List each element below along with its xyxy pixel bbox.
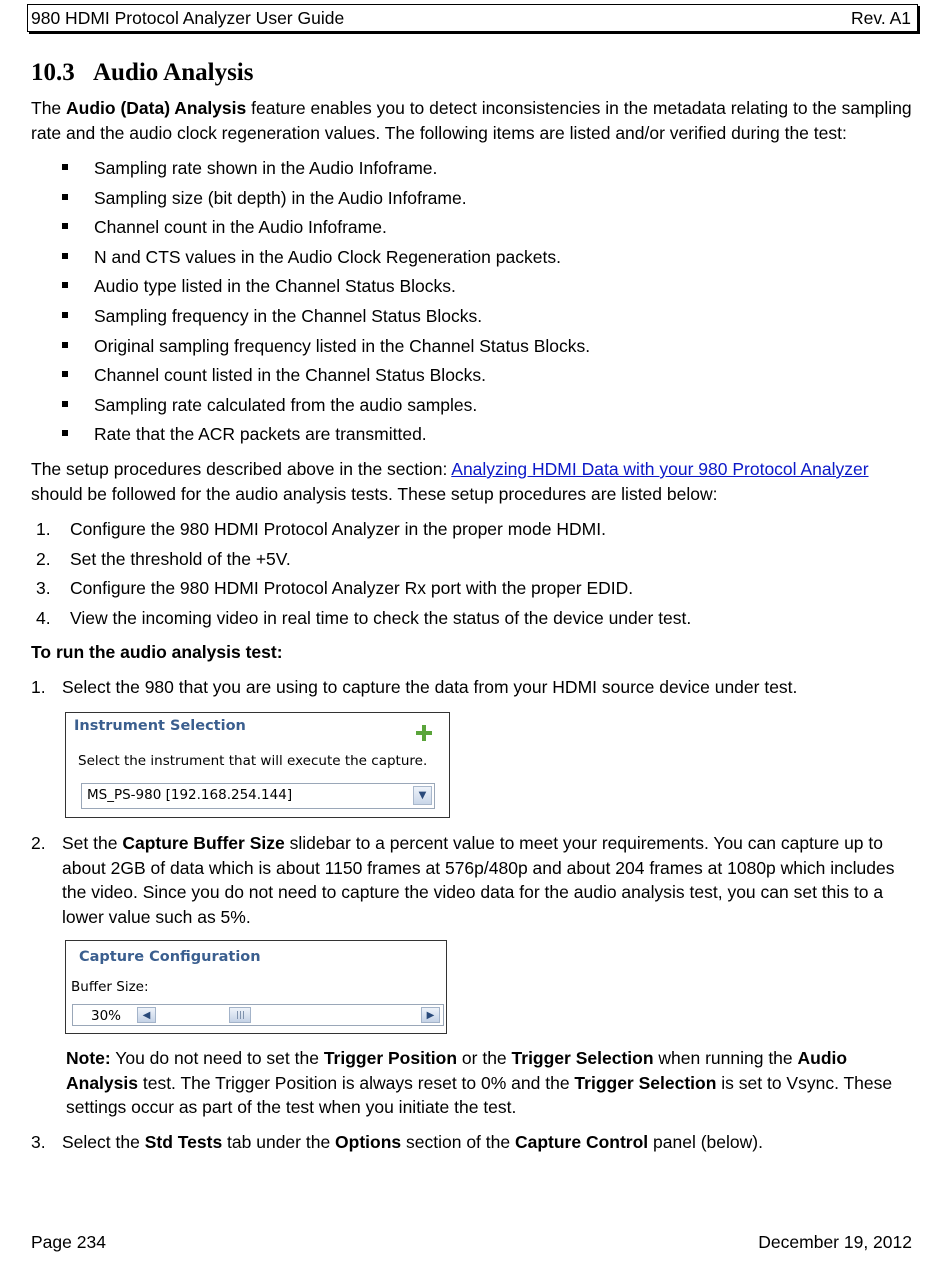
panel-title: Capture Configuration	[79, 949, 261, 965]
bullet-icon	[62, 401, 68, 407]
footer-date: December 19, 2012	[758, 1232, 912, 1252]
list-item: Sampling size (bit depth) in the Audio Infoframe.	[62, 188, 590, 218]
verified-items-list	[62, 158, 590, 454]
arrow-right-icon[interactable]: ▶	[421, 1007, 440, 1023]
setup-paragraph: The setup procedures described above in the section: Analyzing HDMI Data with your 980 Protocol Analyzer should be followed for the audio analysis tests. These setup procedures are listed below:	[31, 459, 869, 504]
bullet-icon	[62, 371, 68, 377]
bullet-icon	[62, 164, 68, 170]
section-number: 10.3	[31, 59, 75, 86]
list-item: Channel count in the Audio Infoframe.	[62, 217, 590, 247]
arrow-left-icon[interactable]: ◀	[137, 1007, 156, 1023]
list-item: Sampling rate shown in the Audio Infoframe.	[62, 158, 590, 188]
footer-page: Page 234	[31, 1232, 106, 1252]
bullet-icon	[62, 194, 68, 200]
instrument-select[interactable]	[81, 783, 435, 809]
header-title: 980 HDMI Protocol Analyzer User Guide	[31, 8, 345, 28]
bullet-icon	[62, 282, 68, 288]
setup-steps-list	[36, 519, 691, 637]
panel-title: Instrument Selection	[74, 718, 246, 734]
run-test-heading: To run the audio analysis test:	[31, 642, 283, 662]
slider-thumb[interactable]	[229, 1007, 251, 1023]
list-item: 3. Configure the 980 HDMI Protocol Analyzer Rx port with the proper EDID.	[36, 578, 634, 599]
list-item: Rate that the ACR packets are transmitted.	[62, 424, 590, 454]
list-item: 2. Set the threshold of the +5V.	[36, 548, 291, 569]
bullet-icon	[62, 430, 68, 436]
chevron-down-icon[interactable]: ▼	[413, 786, 432, 805]
buffer-size-value: 30%	[91, 1008, 122, 1024]
list-item: Sampling rate calculated from the audio samples.	[62, 395, 590, 425]
bullet-icon	[62, 223, 68, 229]
list-item: Sampling frequency in the Channel Status Blocks.	[62, 306, 590, 336]
list-item: Original sampling frequency listed in the Channel Status Blocks.	[62, 336, 590, 366]
header-revision: Rev. A1	[851, 8, 911, 28]
instrument-selection-panel	[65, 712, 450, 818]
list-item: 4. View the incoming video in real time to check the status of the device under test.	[36, 607, 692, 628]
step-2: 2. Set the Capture Buffer Size slidebar to a percent value to meet your requirements. You can capture up to about 2GB of data which is about 1150 frames at 576p/480p and about 204 frames at 1080p which includes the video. Since you do not need to capture the video data for the audio analysis test, you can set this to a lower value such as 5%.	[31, 833, 895, 927]
list-item: Audio type listed in the Channel Status Blocks.	[62, 276, 590, 306]
capture-configuration-panel	[65, 940, 447, 1034]
feature-name: Audio (Data) Analysis	[66, 98, 247, 118]
list-item: Channel count listed in the Channel Status Blocks.	[62, 365, 590, 395]
plus-icon[interactable]	[416, 725, 432, 741]
bullet-icon	[62, 253, 68, 259]
section-title: Audio Analysis	[93, 59, 254, 86]
list-item: N and CTS values in the Audio Clock Regeneration packets.	[62, 247, 590, 277]
bullet-icon	[62, 312, 68, 318]
page-header	[27, 4, 918, 32]
buffer-size-label: Buffer Size:	[71, 979, 149, 995]
setup-section-link[interactable]: Analyzing HDMI Data with your 980 Protocol Analyzer	[451, 459, 869, 479]
note-paragraph: Note: You do not need to set the Trigger Position or the Trigger Selection when running the Audio Analysis test. The Trigger Position is always reset to 0% and the Trigger Selection is set to Vsync. These settings occur as part of the test when you initiate the test.	[66, 1048, 893, 1117]
bullet-icon	[62, 342, 68, 348]
section-heading	[31, 59, 254, 87]
step-3: 3. Select the Std Tests tab under the Options section of the Capture Control panel (below).	[31, 1132, 763, 1152]
panel-prompt: Select the instrument that will execute the capture.	[78, 753, 428, 769]
instrument-select-value: MS_PS-980 [192.168.254.144]	[87, 787, 293, 803]
step-1: 1. Select the 980 that you are using to capture the data from your HDMI source device under test.	[31, 677, 798, 697]
intro-paragraph: The Audio (Data) Analysis feature enables you to detect inconsistencies in the metadata relating to the sampling rate and the audio clock regeneration values. The following items are listed and/or verified during the test:	[31, 98, 912, 143]
buffer-size-slider[interactable]	[72, 1004, 444, 1026]
list-item: 1. Configure the 980 HDMI Protocol Analyzer in the proper mode HDMI.	[36, 519, 606, 539]
